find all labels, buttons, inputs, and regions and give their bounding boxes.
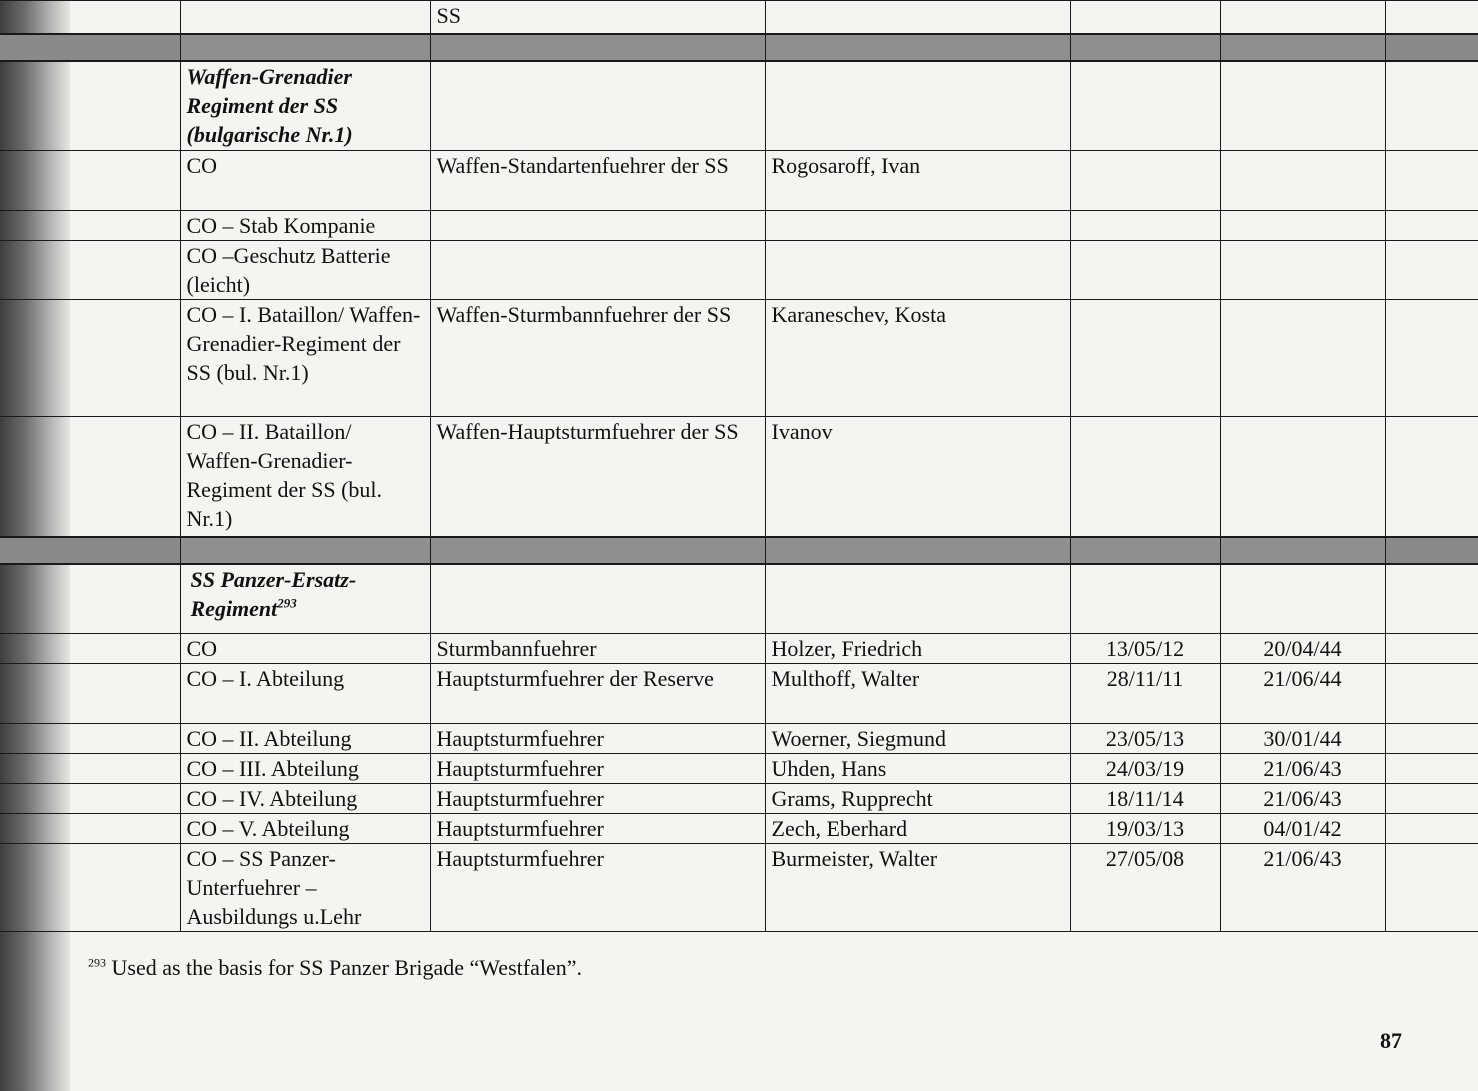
section-title: Waffen-Grenadier Regiment der SS (bulgarische Nr.1) (180, 61, 430, 151)
rank-cell (430, 211, 765, 241)
rank-cell: SS (430, 1, 765, 34)
rank-cell: Hauptsturmfuehrer (430, 814, 765, 844)
table-row (0, 211, 1478, 241)
born-cell: 23/05/13 (1070, 724, 1220, 754)
table-row (0, 814, 1478, 844)
date-cell: 21/06/43 (1220, 754, 1385, 784)
unit-cell: CO – III. Abteilung (180, 754, 430, 784)
name-cell: Woerner, Siegmund (765, 724, 1070, 754)
born-cell: 28/11/11 (1070, 664, 1220, 724)
name-cell (765, 241, 1070, 300)
table-row (0, 844, 1478, 932)
date-cell: 21/06/43 (1220, 844, 1385, 932)
unit-cell: CO (180, 634, 430, 664)
table-row (0, 754, 1478, 784)
unit-cell: CO – V. Abteilung (180, 814, 430, 844)
date-cell: 04/01/42 (1220, 814, 1385, 844)
name-cell: Holzer, Friedrich (765, 634, 1070, 664)
page-number: 87 (1380, 1028, 1402, 1053)
unit-cell: CO – SS Panzer-Unterfuehrer – Ausbildungs u.Lehr (180, 844, 430, 932)
unit-cell: CO – I. Abteilung (180, 664, 430, 724)
section-divider (0, 34, 1478, 61)
born-cell: 24/03/19 (1070, 754, 1220, 784)
date-cell: 21/06/43 (1220, 784, 1385, 814)
rank-cell: Waffen-Sturmbannfuehrer der SS (430, 300, 765, 417)
name-cell: Uhden, Hans (765, 754, 1070, 784)
unit-cell: CO (180, 151, 430, 211)
table-row (0, 784, 1478, 814)
rank-cell: Hauptsturmfuehrer (430, 754, 765, 784)
name-cell: Zech, Eberhard (765, 814, 1070, 844)
rank-cell: Waffen-Hauptsturmfuehrer der SS (430, 417, 765, 537)
name-cell: Multhoff, Walter (765, 664, 1070, 724)
footnote (88, 955, 582, 981)
name-cell: Rogosaroff, Ivan (765, 151, 1070, 211)
footnote-ref: 293 (277, 595, 297, 611)
born-cell: 13/05/12 (1070, 634, 1220, 664)
rank-cell: Sturmbannfuehrer (430, 634, 765, 664)
table-row (0, 300, 1478, 417)
table-row (0, 151, 1478, 211)
rank-cell (430, 241, 765, 300)
unit-cell: CO – II. Abteilung (180, 724, 430, 754)
unit-cell: CO – IV. Abteilung (180, 784, 430, 814)
table-row (0, 1, 1478, 34)
rank-cell: Hauptsturmfuehrer (430, 724, 765, 754)
table-row (0, 664, 1478, 724)
section-title: SS Panzer-Ersatz-Regiment$^{293}$ (180, 564, 430, 634)
rank-cell: Hauptsturmfuehrer (430, 784, 765, 814)
date-cell: 20/04/44 (1220, 634, 1385, 664)
name-cell: Grams, Rupprecht (765, 784, 1070, 814)
section-header-row (0, 564, 1478, 634)
table-row (0, 417, 1478, 537)
born-cell: 19/03/13 (1070, 814, 1220, 844)
table-row (0, 724, 1478, 754)
name-cell: Burmeister, Walter (765, 844, 1070, 932)
born-cell: 27/05/08 (1070, 844, 1220, 932)
rank-cell: Hauptsturmfuehrer (430, 844, 765, 932)
footnote-number: 293 (88, 955, 106, 970)
unit-cell: CO – Stab Kompanie (180, 211, 430, 241)
born-cell: 18/11/14 (1070, 784, 1220, 814)
name-cell (765, 211, 1070, 241)
name-cell: Karaneschev, Kosta (765, 300, 1070, 417)
rank-cell: Waffen-Standartenfuehrer der SS (430, 151, 765, 211)
section-divider (0, 537, 1478, 564)
date-cell: 21/06/44 (1220, 664, 1385, 724)
table-row (0, 241, 1478, 300)
name-cell: Ivanov (765, 417, 1070, 537)
date-cell: 30/01/44 (1220, 724, 1385, 754)
rank-cell: Hauptsturmfuehrer der Reserve (430, 664, 765, 724)
unit-cell: CO –Geschutz Batterie (leicht) (180, 241, 430, 300)
footnote-text: Used as the basis for SS Panzer Brigade “Westfalen”. (111, 955, 582, 980)
table-row (0, 634, 1478, 664)
unit-cell: CO – I. Bataillon/ Waffen-Grenadier-Regiment der SS (bul. Nr.1) (180, 300, 430, 417)
section-header-row (0, 61, 1478, 151)
unit-cell: CO – II. Bataillon/ Waffen-Grenadier-Regiment der SS (bul. Nr.1) (180, 417, 430, 537)
